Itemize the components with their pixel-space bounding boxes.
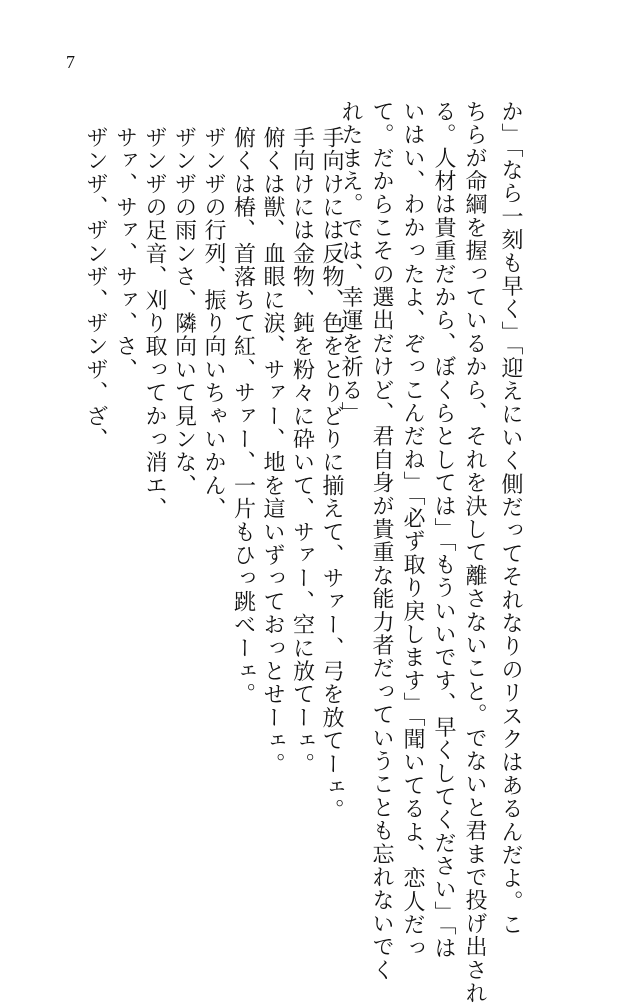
song-block: [84, 126, 346, 886]
song-line: ザンザの足音、刈り取ってかっ消エ、: [142, 126, 167, 521]
song-line: 俯くは獣、血眼に涙、サァー、地を這いずっておっとせーェ。: [260, 126, 285, 776]
song-line: ザンザの雨ンさ、隣向いて見ンな、: [171, 126, 197, 498]
prose-line: ちらが命綱を握っているから、それを決して離さないこと。でないと君まで投げ出され: [462, 100, 487, 1005]
song-line: ザンザ、ザンザ、ザンザ、ざ、: [83, 126, 108, 451]
song-line: サァ、サァ、サァ、さ、: [112, 126, 138, 382]
prose-block: [338, 100, 490, 1005]
prose-line: て。だからこその選出だけど、君自身が貴重な能力者だっていうことも忘れないでく: [369, 100, 394, 982]
prose-line: る。人材は貴重だから、ぼくらとしては」「もういいです、早くしてください」「は: [431, 100, 456, 960]
page-number: 7: [66, 52, 75, 72]
prose-column-first: か」「なら一刻も早く」「迎えにいく側だってそれなりのリスクはあるんだよ。こ: [498, 100, 523, 937]
prose-line: いはい、わかったよ、ぞっこんだね」「必ず取り戻します」「聞いてるよ、恋人だっ: [400, 100, 425, 960]
prose-line: れたまえ。では、幸運を祈る」: [338, 100, 363, 425]
song-line: 手向けには反物、色をとりどりに揃えて、サァー、弓を放てーェ。: [319, 126, 344, 822]
song-line: ザンザの行列、振り向いちゃいかん、: [201, 126, 226, 521]
song-line: 俯くは椿、首落ちて紅、サァー、一片もひっ跳べーェ。: [230, 126, 256, 706]
song-line: 手向けには金物、鈍を粉々に砕いて、サァー、空に放てーェ。: [289, 126, 315, 776]
